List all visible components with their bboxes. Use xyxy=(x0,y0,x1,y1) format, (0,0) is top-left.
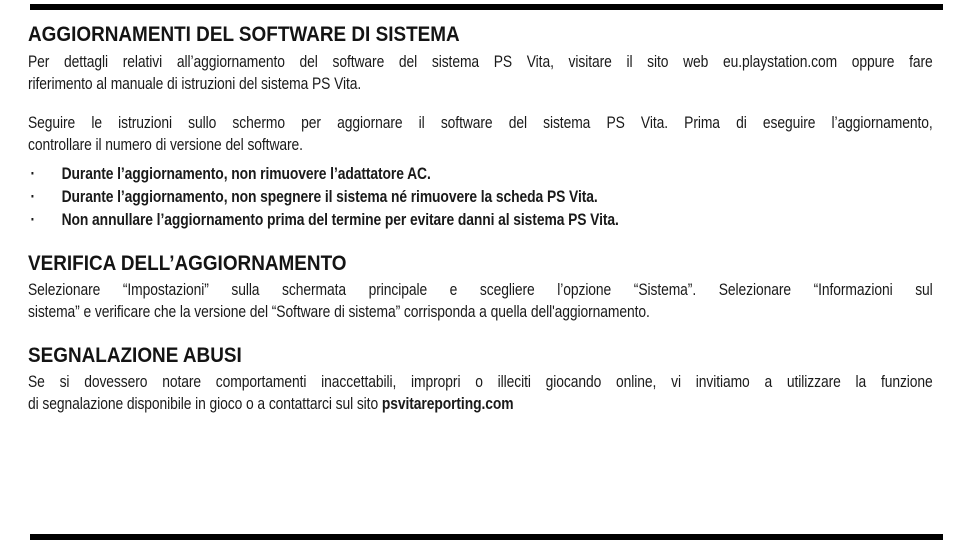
section-heading-segnalazione: SEGNALAZIONE ABUSI xyxy=(28,343,242,367)
top-scan-bar xyxy=(30,4,943,10)
list-item xyxy=(28,186,933,209)
bullet-text: Durante l’aggiornamento, non rimuovere l’adattatore AC. xyxy=(61,165,431,183)
list-item xyxy=(28,163,933,186)
paragraph-verify xyxy=(28,279,933,323)
bullet-icon: · xyxy=(30,188,36,206)
bullet-text: Non annullare l’aggiornamento prima del termine per evitare danni al sistema PS Vita. xyxy=(61,211,619,229)
paragraph-line: sistema” e verificare che la versione del “Software di sistema” corrisponda a quella dell'aggiornamento. xyxy=(28,303,650,321)
section-heading-verifica: VERIFICA DELL’AGGIORNAMENTO xyxy=(28,251,347,275)
paragraph-update-info xyxy=(28,51,933,95)
warning-bullet-list xyxy=(28,163,933,232)
paragraph-line xyxy=(28,393,933,415)
section-heading-aggiornamenti: AGGIORNAMENTI DEL SOFTWARE DI SISTEMA xyxy=(28,22,460,46)
paragraph-update-steps xyxy=(28,112,933,156)
paragraph-text: di segnalazione disponibile in gioco o a contattarci sul sito xyxy=(28,395,382,413)
paragraph-line: riferimento al manuale di istruzioni del sistema PS Vita. xyxy=(28,75,362,93)
bullet-icon: · xyxy=(30,165,36,183)
paragraph-line: controllare il numero di versione del software. xyxy=(28,136,303,154)
bullet-text: Durante l’aggiornamento, non spegnere il sistema né rimuovere la scheda PS Vita. xyxy=(61,188,598,206)
paragraph-line: Per dettagli relativi all’aggiornamento del software del sistema PS Vita, visitare il sito web eu.playstation.com oppure fare xyxy=(28,53,933,71)
list-item xyxy=(28,209,933,232)
paragraph-report xyxy=(28,371,933,415)
paragraph-line: Se si dovessero notare comportamenti inaccettabili, impropri o illeciti giocando online, vi invitiamo a utilizzare la funzione xyxy=(28,373,933,391)
bullet-icon: · xyxy=(30,211,36,229)
paragraph-line: Selezionare “Impostazioni” sulla schermata principale e scegliere l’opzione “Sistema”. Selezionare “Informazioni sul xyxy=(28,281,933,299)
bottom-scan-bar xyxy=(30,534,943,540)
paragraph-line: Seguire le istruzioni sullo schermo per aggiornare il software del sistema PS Vita. Prima di eseguire l’aggiornamento, xyxy=(28,114,933,132)
reporting-site-text: psvitareporting.com xyxy=(381,395,514,413)
